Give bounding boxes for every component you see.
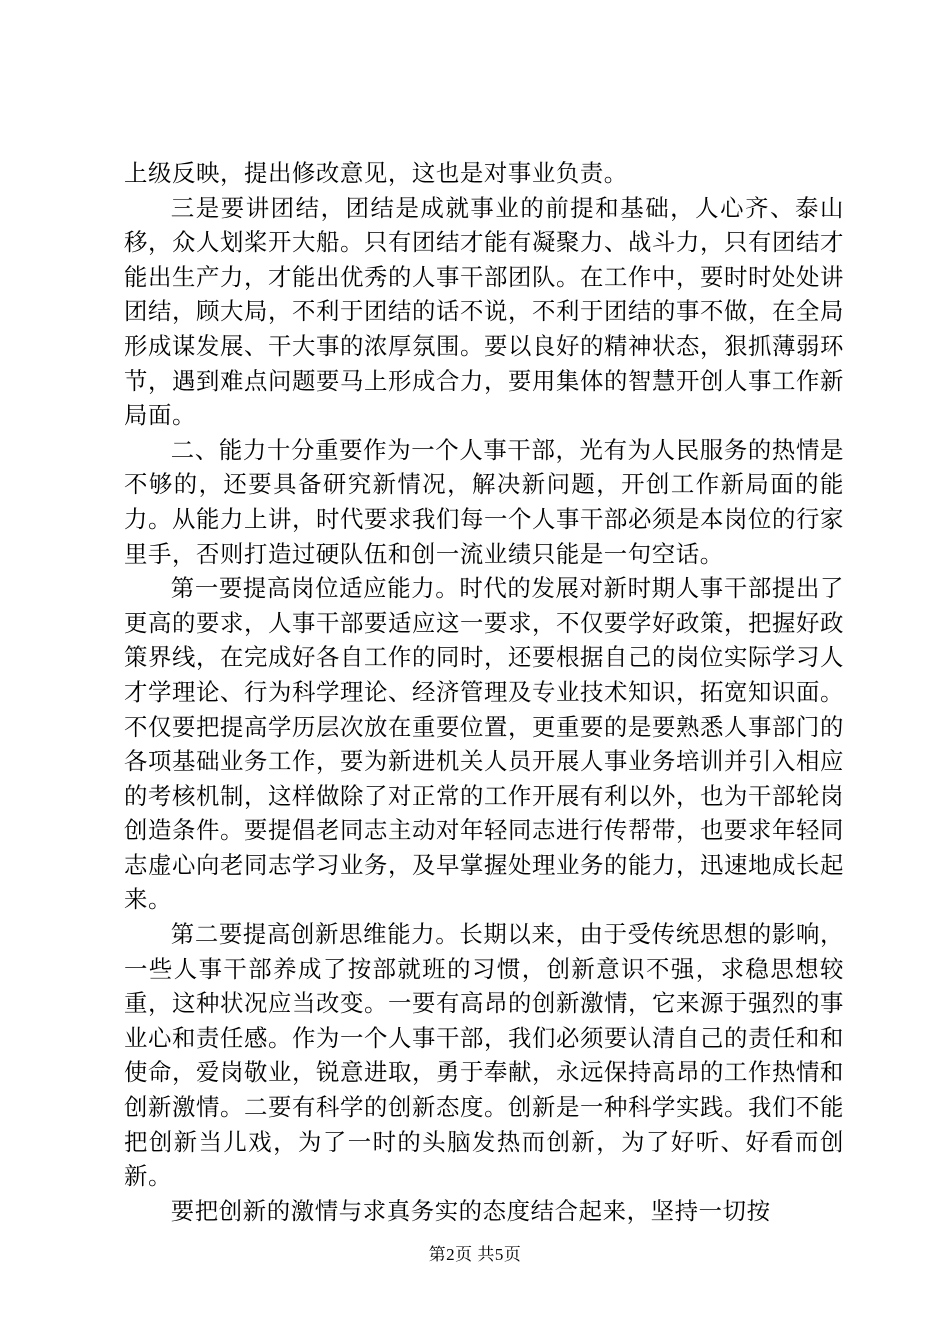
paragraph-unity: 三是要讲团结，团结是成就事业的前提和基础，人心齐、泰山移，众人划桨开大船。只有团结才能有凝聚力、战斗力，只有团结才能出生产力，才能出优秀的人事干部团队。在工作中，要时时处处讲团结，顾大局，不利于团结的话不说，不利于团结的事不做，在全局形成谋发展、干大事的浓厚氛围。要以良好的精神状态，狠抓薄弱环节，遇到难点问题要马上形成合力，要用集体的智慧开创人事工作新局面。 [124, 193, 844, 430]
paragraph-innovation-continued: 要把创新的激情与求真务实的态度结合起来，坚持一切按 [170, 1196, 771, 1225]
paragraph-adaptability: 第一要提高岗位适应能力。时代的发展对新时期人事干部提出了更高的要求，人事干部要适应这一要求，不仅要学好政策，把握好政策界线，在完成好各自工作的同时，还要根据自己的岗位实际学习人才学理论、行为科学理论、经济管理及专业技术知识，拓宽知识面。不仅要把提高学历层次放在重要位置，更重要的是要熟悉人事部门的各项基础业务工作，要为新进机关人员开展人事业务培训并引入相应的考核机制，这样做除了对正常的工作开展有利以外，也为干部轮岗创造条件。要提倡老同志主动对年轻同志进行传帮带，也要求年轻同志虚心向老同志学习业务，及早掌握处理业务的能力，迅速地成长起来。 [124, 574, 844, 914]
document-body [124, 156, 844, 1228]
paragraph-innovation: 第二要提高创新思维能力。长期以来，由于受传统思想的影响，一些人事干部养成了按部就班的习惯，创新意识不强，求稳思想较重，这种状况应当改变。一要有高昂的创新激情，它来源于强烈的事业心和责任感。作为一个人事干部，我们必须要认清自己的责任和和使命，爱岗敬业，锐意进取，勇于奉献，永远保持高昂的工作热情和创新激情。二要有科学的创新态度。创新是一种科学实践。我们不能把创新当儿戏，为了一时的头脑发热而创新，为了好听、好看而创新。 [124, 920, 844, 1191]
page-footer: 第2页 共5页 [428, 1245, 522, 1264]
paragraph-ability-heading: 二、能力十分重要作为一个人事干部，光有为人民服务的热情是不够的，还要具备研究新情况，解决新问题，开创工作新局面的能力。从能力上讲，时代要求我们每一个人事干部必须是本岗位的行家里手，否则打造过硬队伍和创一流业绩只能是一句空话。 [124, 435, 844, 568]
paragraph-continuation: 上级反映，提出修改意见，这也是对事业负责。 [124, 159, 628, 187]
